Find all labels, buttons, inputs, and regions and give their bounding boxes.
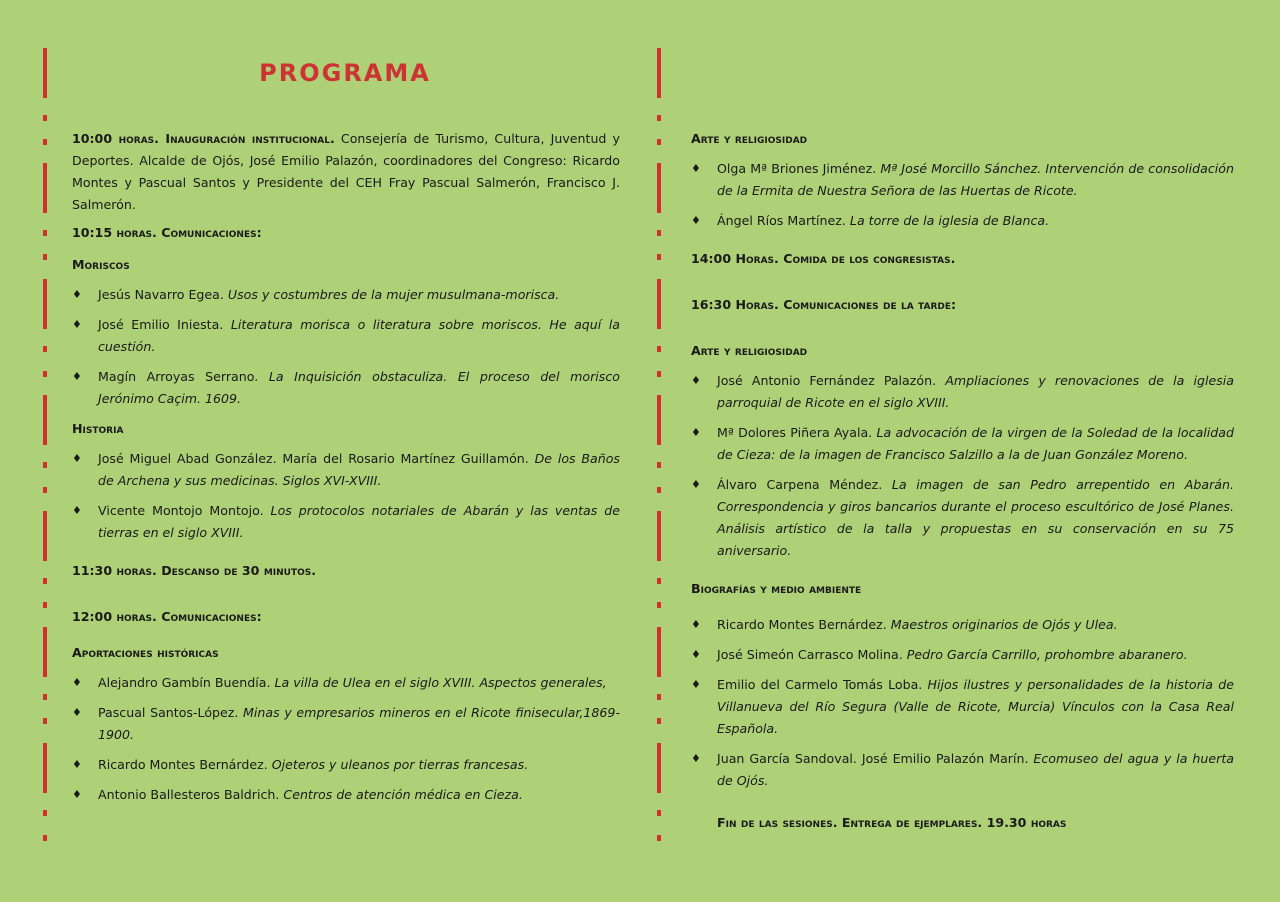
- item-author: José Antonio Fernández Palazón.: [717, 373, 937, 388]
- break-heading: 11:30 horas. Descanso de 30 minutos.: [72, 563, 317, 578]
- list-item: [72, 366, 620, 410]
- list-item: [691, 210, 1234, 232]
- item-author: Alejandro Gambín Buendía.: [98, 675, 271, 690]
- opening-session: [72, 128, 620, 216]
- list-item: [691, 674, 1234, 740]
- item-author: Álvaro Carpena Méndez.: [717, 477, 883, 492]
- diamond-bullet-icon: ♦: [72, 676, 82, 689]
- item-title: Literatura morisca o literatura sobre moriscos. He aquí la cuestión.: [98, 317, 620, 354]
- diamond-bullet-icon: ♦: [691, 478, 701, 491]
- item-author: Ricardo Montes Bernárdez.: [717, 617, 887, 632]
- diamond-bullet-icon: ♦: [72, 758, 82, 771]
- item-title: La advocación de la virgen de la Soledad de la localidad de Cieza: de la imagen de Francisco Salzillo a la de Juan González Moreno.: [717, 425, 1234, 462]
- diamond-bullet-icon: ♦: [691, 618, 701, 631]
- list-item: [72, 500, 620, 544]
- list-item: [691, 748, 1234, 792]
- item-author: José Emilio Iniesta.: [98, 317, 224, 332]
- diamond-bullet-icon: ♦: [691, 162, 701, 175]
- list-item: [691, 370, 1234, 414]
- diamond-bullet-icon: ♦: [691, 214, 701, 227]
- item-title: Minas y empresarios mineros en el Ricote finisecular,1869-1900.: [98, 705, 620, 742]
- item-author: Pascual Santos-López.: [98, 705, 239, 720]
- moriscos-list: [72, 284, 620, 410]
- item-author: Emilio del Carmelo Tomás Loba.: [717, 677, 923, 692]
- session-heading: 12:00 horas. Comunicaciones:: [72, 609, 262, 624]
- list-item: [72, 314, 620, 358]
- list-item: [691, 614, 1234, 636]
- aportaciones-list: [72, 672, 620, 806]
- list-item: [691, 422, 1234, 466]
- item-title: Ampliaciones y renovaciones de la iglesia parroquial de Ricote en el siglo XVIII.: [717, 373, 1234, 410]
- item-title: Mª José Morcillo Sánchez. Intervención de consolidación de la Ermita de Nuestra Señora de las Huertas de Ricote.: [717, 161, 1234, 198]
- diamond-bullet-icon: ♦: [691, 648, 701, 661]
- session-heading: 10:15 horas. Comunicaciones:: [72, 225, 262, 240]
- left-red-dashed-rule: [43, 0, 47, 902]
- diamond-bullet-icon: ♦: [691, 426, 701, 439]
- list-item: [72, 754, 620, 776]
- diamond-bullet-icon: ♦: [72, 788, 82, 801]
- item-title: La villa de Ulea en el siglo XVIII. Aspectos generales,: [274, 675, 607, 690]
- left-column: [72, 128, 620, 806]
- opening-time: 10:00 horas. Inauguración institucional.: [72, 131, 335, 146]
- diamond-bullet-icon: ♦: [72, 370, 82, 383]
- item-title: Ecomuseo del agua y la huerta de Ojós.: [717, 751, 1234, 788]
- section-heading-arte: Arte y religiosidad: [691, 343, 808, 358]
- item-title: Los protocolos notariales de Abarán y las ventas de tierras en el siglo XVIII.: [98, 503, 620, 540]
- right-column: [691, 128, 1234, 834]
- list-item: [691, 644, 1234, 666]
- arte-list: [691, 158, 1234, 232]
- lunch-heading: 14:00 Horas. Comida de los congresistas.: [691, 251, 956, 266]
- section-heading-arte: Arte y religiosidad: [691, 131, 808, 146]
- diamond-bullet-icon: ♦: [72, 504, 82, 517]
- diamond-bullet-icon: ♦: [72, 706, 82, 719]
- item-author: José Miguel Abad González. María del Rosario Martínez Guillamón.: [98, 451, 529, 466]
- item-author: Mª Dolores Piñera Ayala.: [717, 425, 873, 440]
- historia-list: [72, 448, 620, 544]
- item-author: Ángel Ríos Martínez.: [717, 213, 846, 228]
- list-item: [72, 672, 620, 694]
- item-author: Olga Mª Briones Jiménez.: [717, 161, 877, 176]
- item-title: Centros de atención médica en Cieza.: [283, 787, 523, 802]
- item-author: Ricardo Montes Bernárdez.: [98, 757, 268, 772]
- list-item: [72, 702, 620, 746]
- item-author: Jesús Navarro Egea.: [98, 287, 224, 302]
- section-heading-aportaciones: Aportaciones históricas: [72, 645, 219, 660]
- diamond-bullet-icon: ♦: [691, 678, 701, 691]
- item-title: Hijos ilustres y personalidades de la historia de Villanueva del Río Segura (Valle de Ricote, Murcia) Vínculos con la Casa Real Española.: [717, 677, 1234, 736]
- section-heading-biografias: Biografías y medio ambiente: [691, 581, 862, 596]
- list-item: [72, 284, 620, 306]
- diamond-bullet-icon: ♦: [691, 752, 701, 765]
- diamond-bullet-icon: ♦: [72, 288, 82, 301]
- session-heading: 16:30 Horas. Comunicaciones de la tarde:: [691, 297, 957, 312]
- closing-note: Fin de las sesiones. Entrega de ejemplares. 19.30 horas: [717, 815, 1067, 830]
- section-heading-moriscos: Moriscos: [72, 257, 130, 272]
- section-heading-historia: Historia: [72, 421, 124, 436]
- page-title: PROGRAMA: [259, 59, 431, 87]
- item-title: De los Baños de Archena y sus medicinas. Siglos XVI-XVIII.: [98, 451, 620, 488]
- item-title: Pedro García Carrillo, prohombre abaranero.: [906, 647, 1188, 662]
- item-title: La torre de la iglesia de Blanca.: [849, 213, 1050, 228]
- diamond-bullet-icon: ♦: [691, 374, 701, 387]
- list-item: [72, 448, 620, 492]
- item-author: Vicente Montojo Montojo.: [98, 503, 264, 518]
- diamond-bullet-icon: ♦: [72, 318, 82, 331]
- item-author: Juan García Sandoval. José Emilio Palazón Marín.: [717, 751, 1029, 766]
- item-title: Usos y costumbres de la mujer musulmana-morisca.: [227, 287, 560, 302]
- right-red-dashed-rule: [657, 0, 661, 902]
- item-author: José Simeón Carrasco Molina.: [717, 647, 903, 662]
- bio-list: [691, 614, 1234, 792]
- diamond-bullet-icon: ♦: [72, 452, 82, 465]
- list-item: [72, 784, 620, 806]
- item-author: Magín Arroyas Serrano.: [98, 369, 259, 384]
- list-item: [691, 158, 1234, 202]
- item-title: La imagen de san Pedro arrepentido en Abarán. Correspondencia y giros bancarios durante el proceso escultórico de José Planes. Análisis artístico de la talla y propuestas en su conservación en su 75 aniversario.: [717, 477, 1234, 558]
- item-title: Ojeteros y uleanos por tierras francesas.: [271, 757, 529, 772]
- arte2-list: [691, 370, 1234, 562]
- opening-text: Consejería de Turismo, Cultura, Juventud y Deportes. Alcalde de Ojós, José Emilio Palazón, coordinadores del Congreso: Ricardo Montes y Pascual Santos y Presidente del CEH Fray Pascual Salmerón, Francisco J. Salmerón.: [72, 131, 620, 212]
- item-author: Antonio Ballesteros Baldrich.: [98, 787, 280, 802]
- list-item: [691, 474, 1234, 562]
- item-title: La Inquisición obstaculiza. El proceso del morisco Jerónimo Caçim. 1609.: [98, 369, 620, 406]
- item-title: Maestros originarios de Ojós y Ulea.: [890, 617, 1118, 632]
